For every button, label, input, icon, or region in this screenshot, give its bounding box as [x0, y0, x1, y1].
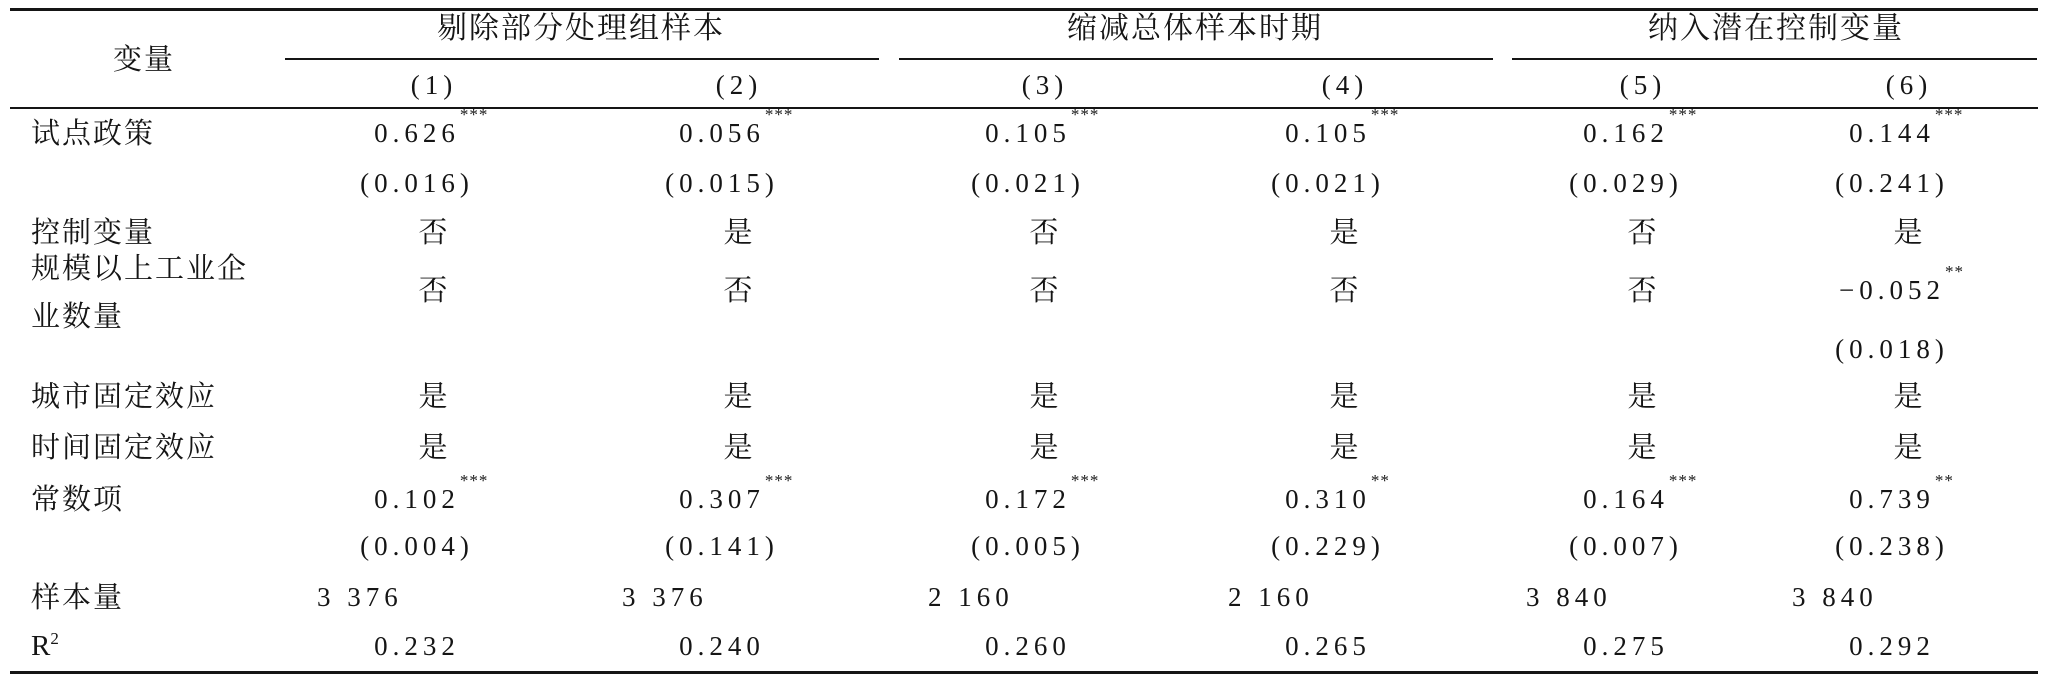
observation-count: 3 840: [1792, 582, 1878, 612]
coef-wrapper: [1849, 471, 1954, 519]
table-cell: 是: [723, 430, 755, 464]
row-label-observations: 样本量: [31, 580, 125, 614]
coef-wrapper: [679, 471, 794, 519]
coefficient: 0.626: [374, 118, 460, 148]
coef-wrapper: [1583, 471, 1698, 519]
significance-stars: **: [1944, 262, 1964, 281]
significance-stars: ***: [459, 105, 489, 124]
standard-error: (0.007): [1569, 531, 1683, 561]
variable-header: 变量: [112, 42, 175, 76]
significance-stars: ***: [1668, 471, 1698, 490]
coef-wrapper: [1583, 105, 1698, 153]
row-firm-count-label-2: [0, 300, 2048, 332]
table-cell: 是: [1627, 430, 1659, 464]
coef-wrapper: [985, 105, 1100, 153]
coefficient: 0.164: [1583, 484, 1669, 514]
significance-stars: ***: [1934, 105, 1964, 124]
table-cell: 是: [1329, 379, 1361, 413]
r-squared-superscript: 2: [50, 629, 59, 648]
coef-cell: [622, 105, 822, 149]
table-cell: 是: [1627, 379, 1659, 413]
coef-cell: [317, 471, 517, 515]
table-cell: 是: [1329, 430, 1361, 464]
r-squared-base: R: [31, 630, 51, 662]
observation-count: 3 376: [317, 582, 403, 612]
row-label-firm-count-line-1: 规模以上工业企: [31, 251, 249, 285]
significance-stars: ***: [1070, 471, 1100, 490]
header-rule: [10, 107, 2038, 109]
row-observations: [0, 581, 2048, 613]
r-squared-value: 0.232: [374, 631, 460, 661]
row-label-constant: 常数项: [31, 482, 125, 516]
coefficient: 0.105: [1285, 118, 1371, 148]
coefficient: 0.105: [985, 118, 1071, 148]
table-cell: 是: [723, 379, 755, 413]
standard-error: (0.021): [971, 168, 1085, 198]
r-squared-value: 0.260: [985, 631, 1071, 661]
column-number-row: [0, 69, 2048, 101]
table-cell: 是: [1329, 215, 1361, 249]
coefficient: 0.102: [374, 484, 460, 514]
coefficient: 0.310: [1285, 484, 1371, 514]
standard-error: (0.229): [1271, 531, 1385, 561]
table-cell: 是: [1893, 430, 1925, 464]
observation-count: 3 376: [622, 582, 708, 612]
coef-cell: [928, 471, 1128, 515]
table-cell: 是: [418, 379, 450, 413]
significance-stars: ***: [459, 471, 489, 490]
standard-error: (0.241): [1835, 168, 1949, 198]
row-label-pilot-policy: 试点政策: [31, 116, 156, 150]
group-underline-1: [285, 58, 879, 60]
table-cell: 是: [723, 215, 755, 249]
group-underline-3: [1512, 58, 2037, 60]
coefficient: 0.056: [679, 118, 765, 148]
column-header-5: (5): [1619, 70, 1667, 100]
standard-error: (0.016): [360, 168, 474, 198]
coef-cell: [622, 471, 822, 515]
row-label-city-fe: 城市固定效应: [31, 379, 218, 413]
row-label-time-fe: 时间固定效应: [31, 430, 218, 464]
significance-stars: ***: [764, 105, 794, 124]
standard-error: (0.015): [665, 168, 779, 198]
coefficient: −0.052: [1839, 275, 1945, 305]
row-city-fe: [0, 380, 2048, 412]
row-firm-count-se: [0, 333, 2048, 365]
table-cell: 否: [1029, 215, 1061, 249]
row-label-controls: 控制变量: [31, 215, 156, 249]
coef-cell: [928, 105, 1128, 149]
table-cell: 是: [1893, 379, 1925, 413]
table-cell: 是: [1893, 215, 1925, 249]
group-header-exclude-treated: 剔除部分处理组样本: [437, 11, 725, 46]
r-squared-value: 0.275: [1583, 631, 1669, 661]
coef-wrapper: [679, 105, 794, 153]
table-cell: 否: [1329, 273, 1361, 307]
bottom-rule: [10, 671, 2038, 674]
coef-wrapper: [1285, 105, 1400, 153]
coefficient: 0.162: [1583, 118, 1669, 148]
standard-error: (0.005): [971, 531, 1085, 561]
significance-stars: ***: [764, 471, 794, 490]
coefficient: 0.307: [679, 484, 765, 514]
standard-error: (0.004): [360, 531, 474, 561]
observation-count: 3 840: [1526, 582, 1612, 612]
significance-stars: ***: [1668, 105, 1698, 124]
table-cell: 是: [1029, 379, 1061, 413]
coefficient: 0.739: [1849, 484, 1935, 514]
significance-stars: ***: [1070, 105, 1100, 124]
table-cell: 否: [418, 273, 450, 307]
coef-wrapper: [985, 471, 1100, 519]
significance-stars: **: [1934, 471, 1954, 490]
table-cell: 否: [1627, 215, 1659, 249]
r-squared-value: 0.265: [1285, 631, 1371, 661]
table-cell: 否: [1029, 273, 1061, 307]
standard-error: (0.021): [1271, 168, 1385, 198]
group-header-row: [0, 13, 2048, 45]
column-header-4: (4): [1321, 70, 1369, 100]
r-squared-value: 0.292: [1849, 631, 1935, 661]
table-cell: 是: [1029, 430, 1061, 464]
column-header-3: (3): [1021, 70, 1069, 100]
row-label-firm-count-line-2: 业数量: [31, 299, 125, 333]
column-header-2: (2): [715, 70, 763, 100]
significance-stars: **: [1370, 471, 1390, 490]
coef-cell: [317, 105, 517, 149]
standard-error: (0.018): [1835, 334, 1949, 364]
row-controls: [0, 216, 2048, 248]
coef-cell: [1228, 471, 1428, 515]
group-underline-2: [899, 58, 1493, 60]
observation-count: 2 160: [1228, 582, 1314, 612]
observation-count: 2 160: [928, 582, 1014, 612]
coef-cell: [1792, 105, 1992, 149]
row-label-r-squared: [31, 630, 331, 662]
table-cell: 是: [418, 430, 450, 464]
standard-error: (0.238): [1835, 531, 1949, 561]
row-pilot-policy-se: [0, 167, 2048, 199]
column-header-6: (6): [1885, 70, 1933, 100]
group-header-add-controls: 纳入潜在控制变量: [1648, 11, 1904, 46]
row-pilot-policy: [0, 105, 2048, 150]
row-constant-se: [0, 530, 2048, 562]
coef-wrapper: [1849, 105, 1964, 153]
row-time-fe: [0, 431, 2048, 463]
coefficient: 0.172: [985, 484, 1071, 514]
row-constant: [0, 471, 2048, 516]
r-squared-value: 0.240: [679, 631, 765, 661]
coef-wrapper: [374, 105, 489, 153]
coef-cell: [1792, 471, 1992, 515]
group-header-shorten-period: 缩减总体样本时期: [1067, 11, 1323, 46]
coef-cell: [1526, 105, 1726, 149]
coef-wrapper: [1285, 471, 1390, 519]
standard-error: (0.029): [1569, 168, 1683, 198]
significance-stars: ***: [1370, 105, 1400, 124]
coef-cell: [1228, 105, 1428, 149]
column-header-1: (1): [410, 70, 458, 100]
table-cell: 否: [723, 273, 755, 307]
coefficient: 0.144: [1849, 118, 1935, 148]
coef-wrapper: [374, 471, 489, 519]
row-r-squared: [0, 630, 2048, 662]
standard-error: (0.141): [665, 531, 779, 561]
table-cell: 否: [1627, 273, 1659, 307]
table-cell: 否: [418, 215, 450, 249]
coef-cell: [1526, 471, 1726, 515]
